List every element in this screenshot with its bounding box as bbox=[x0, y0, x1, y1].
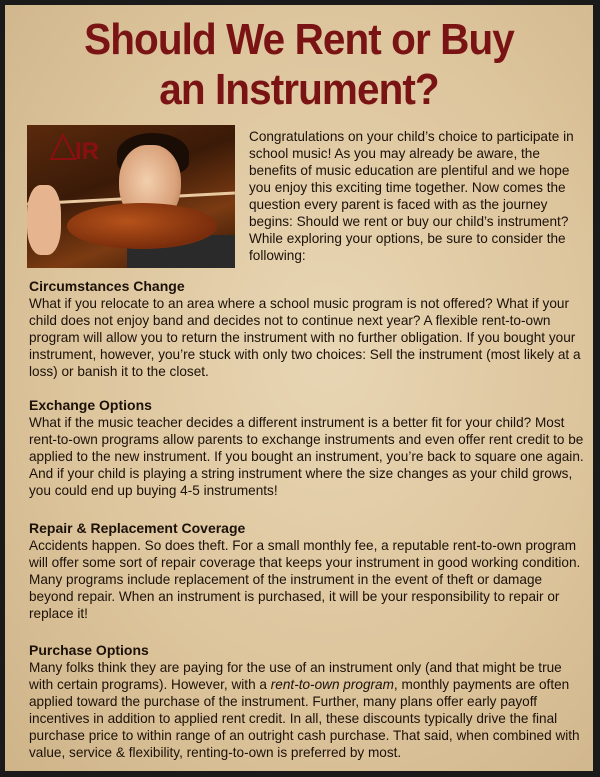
section-exchange bbox=[29, 397, 585, 499]
section-body: Accidents happen. So does theft. For a small monthly fee, a reputable rent-to-own program will offer some sort of repair coverage that keeps your instrument in good working condition. Many programs include replacement of the instrument in the event of theft or damage beyond repair. When an instrument is purchased, it will be your responsibility to repair or replace it! bbox=[29, 538, 581, 621]
body-text-after: , monthly payments are often applied toward the purchase of the instrument. Further, many plans offer early payoff incentives in addition to applied rent credit. In all, these discounts typically drive the final purchase price to within range of an outright cash purchase. That said, when combined with value, service & flexibility, renting-to-own is preferred by most. bbox=[29, 677, 580, 760]
flyer-page bbox=[5, 5, 593, 771]
title-line-1: Should We Rent or Buy bbox=[84, 15, 514, 64]
section-body: What if you relocate to an area where a school music program is not offered? What if your child does not enjoy band and decides not to continue next year? A flexible rent-to-own program will allow you to return the instrument with no further obligation. If you bought your instrument, however, you’re stuck with only two choices: Sell the instrument (most likely at a loss) or banish it to the closet. bbox=[29, 296, 581, 379]
violin-logo-icon bbox=[45, 131, 105, 163]
section-heading: Circumstances Change bbox=[29, 278, 185, 294]
section-heading: Exchange Options bbox=[29, 397, 152, 413]
hand-shape bbox=[27, 185, 61, 255]
section-body: What if the music teacher decides a different instrument is a better fit for your child? Most rent-to-own programs allow parents to exchange instruments and even offer rent credit to be applied to the new instrument. If you bought an instrument, you’re back to square one again. And if your child is playing a string instrument where the size changes as your child grows, you could end up buying 4-5 instruments! bbox=[29, 415, 584, 498]
section-body bbox=[29, 659, 585, 761]
intro-paragraph: Congratulations on your child’s choice to participate in school music! As you may already be aware, the benefits of music education are plentiful and we hope you enjoy this exciting time together. Now comes the question every parent is faced with as the journey begins: Should we rent or buy our child’s instrument? While exploring your options, be sure to consider the following: bbox=[249, 129, 574, 263]
title-line-2: an Instrument? bbox=[159, 65, 439, 114]
violin-shape bbox=[67, 203, 217, 249]
section-circumstances bbox=[29, 278, 585, 380]
section-heading: Repair & Replacement Coverage bbox=[29, 520, 246, 536]
section-repair bbox=[29, 520, 585, 622]
child-violin-photo bbox=[27, 125, 235, 268]
section-heading: Purchase Options bbox=[29, 642, 149, 658]
body-text-italic: rent-to-own program bbox=[270, 677, 394, 692]
logo-letters: IR bbox=[75, 138, 99, 163]
section-purchase bbox=[29, 642, 585, 761]
body-text-before: Many folks think they are paying for the use of an instrument only (and that might be true with certain programs). However, with a bbox=[29, 660, 562, 692]
